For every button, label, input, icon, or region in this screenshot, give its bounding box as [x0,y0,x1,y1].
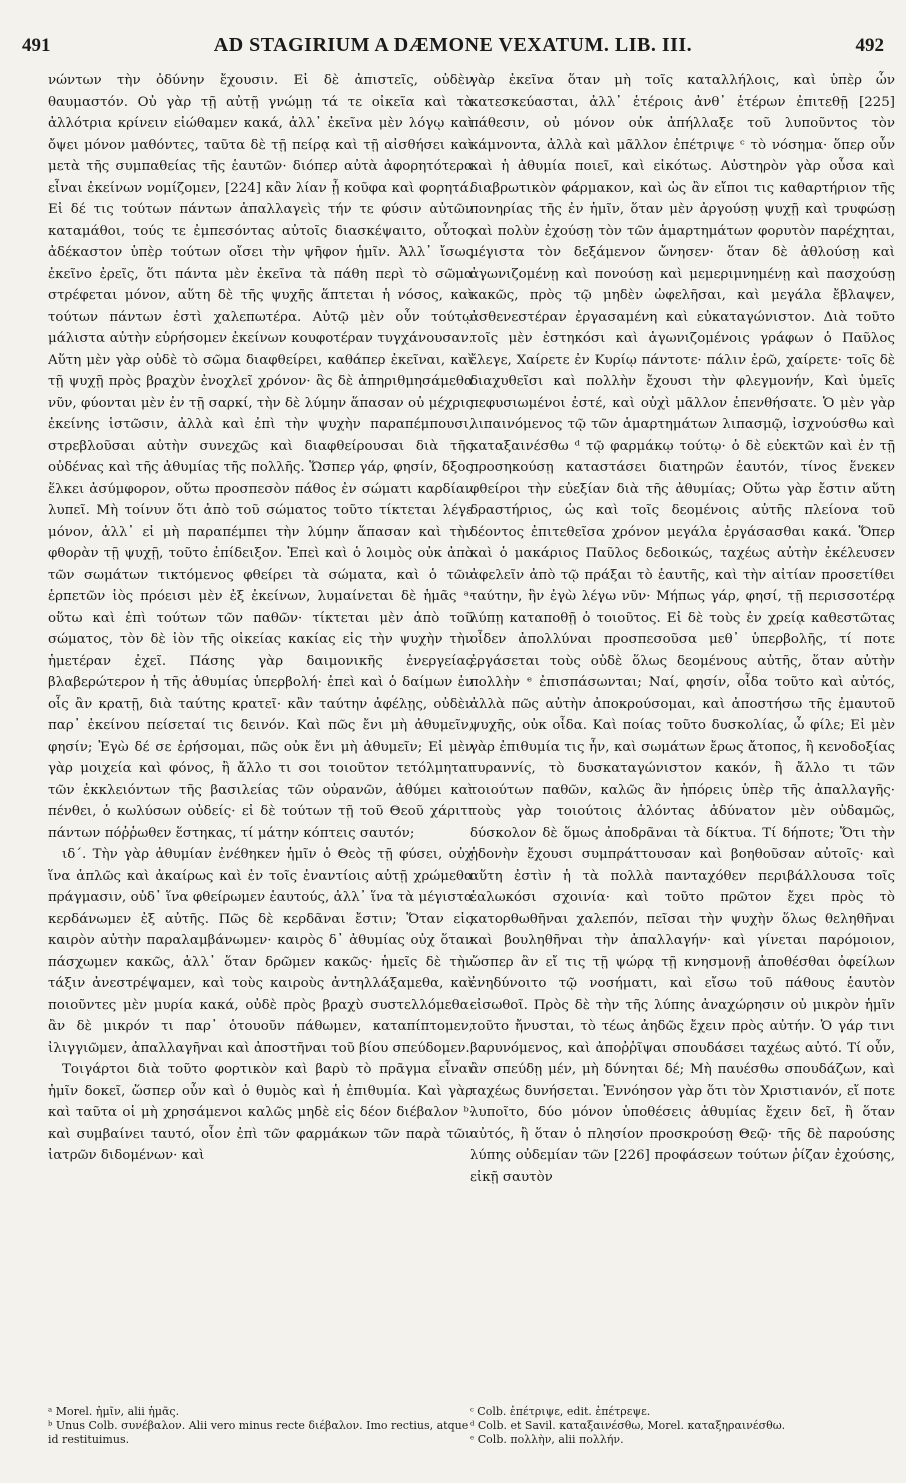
running-title: AD STAGIRIUM A DÆMONE VEXATUM. LIB. III. [213,34,693,56]
footnote: ᶜ Colb. ἐπέτριψε, edit. ἐπέτρεψε. [470,1405,651,1418]
footnote: ᵈ Colb. et Savil. καταξαινέσθω, Morel. καταξηραινέσθω. [470,1419,786,1432]
left-page-number: 491 [22,35,51,56]
footnote: ᵇ Unus Colb. συνέβαλον. Alii vero minus recte διέβαλον. Imo rectius, atque id restituimus. [48,1419,469,1446]
footnote: ᵃ Morel. ἡμῖν, alii ἡμᾶς. [48,1405,180,1418]
right-page-number: 492 [855,35,884,56]
right-column [470,70,895,1188]
footnote: ᵉ Colb. πολλὴν, alii πολλήν. [470,1433,624,1446]
left-column [48,70,473,1167]
paragraph: ιδ΄. Τὴν γὰρ ἀθυμίαν ἐνέθηκεν ἡμῖν ὁ Θεὸς τῇ φύσει, οὐχ ἵνα ἁπλῶς καὶ ἀκαίρως καὶ ἐν τοῖς ἐναντίοις αὐτῇ χρώμεθα πράγμασιν, οὐδ᾿ ἵνα φθείρωμεν ἑαυτούς, ἀλλ᾿ ἵνα τὰ μέγιστα κερδάνωμεν ἐξ αὐτῆς. Πῶς δὲ κερδᾶναι ἔστιν; Ὅταν εἰς καιρὸν αὐτὴν παραλαμβάνωμεν· καιρὸς δ᾿ ἀθυμίας οὐχ ὅταν πάσχωμεν κακῶς, ἀλλ᾿ ὅταν δρῶμεν κακῶς· ἡμεῖς δὲ τὴν τάξιν ἀνεστρέψαμεν, καὶ τοὺς καιροὺς ἀντηλλάξαμεθα, καὶ ποιοῦντες μὲν μυρία κακά, οὐδὲ πρὸς βραχὺ συστελλόμεθα· ἂν δὲ μικρόν τι παρ᾿ ὁτουοῦν πάθωμεν, καταπίπτομεν, ἰλιγγιῶμεν, ἀπαλλαγῆναι καὶ ἀποστῆναι τοῦ βίου σπεύδομεν. [48,847,473,1056]
running-header [22,34,884,64]
paragraph: νώντων τὴν ὀδύνην ἔχουσιν. Εἰ δὲ ἀπιστεῖς, οὐδὲν θαυμαστόν. Οὐ γὰρ τῇ αὐτῇ γνώμῃ τά τε οἰκεῖα καὶ τὰ ἀλλότρια κρίνειν εἰώθαμεν κακά, ἀλλ᾿ ἐκεῖνα μὲν λόγῳ καὶ ὄψει μόνον μαθόντες, ταῦτα δὲ τῇ πείρᾳ καὶ τῇ αἰσθήσει καὶ μετὰ τῆς συμπαθείας τῆς ἑαυτῶν· διόπερ αὐτὰ ἀφορητότερα εἶναι ἐκείνων νομίζομεν, [224] κἂν λίαν ᾖ κοῦφα καὶ φορητά. Εἰ δέ τις τούτων πάντων ἀπαλλαγεὶς τήν τε φύσιν αὐτῶν καταμάθοι, τούς τε ἐμπεσόντας αὐτοῖς διασκέψαιτο, οὗτος ἀδέκαστον ὑπὲρ τούτων οἴσει τὴν ψῆφον ἡμῖν. Ἀλλ᾿ ἴσως ἐκεῖνο ἐρεῖς, ὅτι πάντα μὲν ἐκεῖνα τὰ πάθη περὶ τὸ σῶμα στρέφεται μόνον, αὕτη δὲ τῆς ψυχῆς ἅπτεται ἡ νόσος, καὶ τούτων πάντων ἐστὶ χαλεπωτέρα. Αὐτῷ μὲν οὖν τούτῳ μάλιστα αὐτὴν εὑρήσομεν ἐκείνων κουφοτέραν τυγχάνουσαν. Αὕτη μὲν γὰρ οὐδὲ τὸ σῶμα διαφθείρει, καθάπερ ἐκεῖναι, καὶ τῇ ψυχῇ πρὸς βραχὺν ἐνοχλεῖ χρόνον· ἃς δὲ ἀπηριθμησάμεθα νῦν, φύονται μὲν ἐν τῇ σαρκί, τὴν δὲ λύμην ἅπασαν οὐ μέχρις ἐκείνης ἱστῶσιν, ἀλλὰ καὶ ἐπὶ τὴν ψυχὴν παραπέμπουσι, στρεβλοῦσαι αὐτὴν συνεχῶς καὶ διαφθείρουσαι διὰ τῆς οὐδένας καὶ τῆς ἀθυμίας τῆς πολλῆς. Ὥσπερ γάρ, φησίν, δξος ἕλκει ἀσύμφορον, οὕτω προσπεσὸν πάθος ἐν σώματι καρδίαν λυπεῖ. Μὴ τοίνυν ὅτι ἀπὸ τοῦ σώματος τοῦτο τίκτεται λέγε μόνον, ἀλλ᾿ εἰ μὴ παραπέμπει τὴν λύμην ἅπασαν καὶ τὴν φθορὰν τῇ ψυχῇ, τοῦτο ἐπίδειξον. Ἐπεὶ καὶ ὁ λοιμὸς οὐκ ἀπὸ τῶν σωμάτων τικτόμενος φθείρει τὰ σώματα, καὶ ὁ τῶν ἑρπετῶν ἰὸς πρόεισι μὲν ἐξ ἐκείνων, λυμαίνεται δὲ ἡμᾶς ᵃ· οὕτω καὶ ἐπὶ τούτων τῶν παθῶν· τίκτεται μὲν ἀπὸ τοῦ σώματος, τὸν δὲ ἰὸν τῆς οἰκείας κακίας εἰς τὴν ψυχὴν τὴν ἡμετέραν ἐχεῖ. Πάσης γὰρ δαιμονικῆς ἐνεργείας βλαβερώτερον ἡ τῆς ἀθυμίας ὑπερβολή· ἐπεὶ καὶ ὁ δαίμων ἐν οἷς ἂν κρατῇ, διὰ ταύτης κρατεῖ· κἂν ταύτην ἀφέλῃς, οὐδὲν παρ᾿ ἐκείνου πείσεταί τις δεινόν. Καὶ πῶς ἔνι μὴ ἀθυμεῖν, φησίν; Ἐγὼ δέ σε ἐρήσομαι, πῶς οὐκ ἔνι μὴ ἀθυμεῖν; Εἰ μὲν γὰρ μοιχεία καὶ φόνος, ἢ ἄλλο τι σοι τοιοῦτον τετόλμηται τῶν ἐκκλειόντων τῆς βασιλείας τῶν οὐρανῶν, ἀθύμει καὶ πένθει, ὁ κωλύσων οὐδείς· εἰ δὲ τούτων τῇ τοῦ Θεοῦ χάριτι πάντων πόῤῥωθεν ἕστηκας, τί μάτην κόπτεις σαυτόν; [48,73,473,841]
footnotes-left [48,1405,473,1447]
footnotes-right [470,1405,895,1447]
paragraph: Τοιγάρτοι διὰ τοῦτο φορτικὸν καὶ βαρὺ τὸ πρᾶγμα εἶναι ἡμῖν δοκεῖ, ὥσπερ οὖν καὶ ὁ θυμὸς καὶ ἡ ἐπιθυμία. Καὶ γὰρ καὶ ταῦτα οἱ μὴ χρησάμενοι καλῶς μηδὲ εἰς δέον διέβαλον ᵇ· καὶ συμβαίνει ταυτό, οἷον ἐπὶ τῶν φαρμάκων τῶν παρὰ τῶν ἰατρῶν διδομένων· καὶ [48,1062,473,1163]
paragraph: γὰρ ἐκεῖνα ὅταν μὴ τοῖς καταλλήλοις, καὶ ὑπὲρ ὧν κατεσκεύασται, ἀλλ᾿ ἑτέροις ἀνθ᾿ ἑτέρων ἐπιτεθῇ [225] πάθεσιν, οὐ μόνον οὐκ ἀπήλλαξε τοῦ λυποῦντος τὸν κάμνοντα, ἀλλὰ καὶ μᾶλλον ἐπέτριψε ᶜ τὸ νόσημα· ὅπερ οὖν καὶ ἡ ἀθυμία ποιεῖ, καὶ εἰκότως. Αὐστηρὸν γὰρ οὖσα καὶ διαβρωτικὸν φάρμακον, καὶ ὡς ἂν εἴποι τις καθαρτήριον τῆς πονηρίας τῆς ἐν ἡμῖν, ὅταν μὲν ἀργούσῃ ψυχῇ καὶ τρυφώσῃ καὶ πολὺν ἐχούσῃ τὸν τῶν ἁμαρτημάτων φορυτὸν παρέχηται, μέγιστα τὸν δεξάμενον ὤνησεν· ὅταν δὲ ἀθλούσῃ καὶ ἀγωνιζομένῃ καὶ πονούσῃ καὶ μεμεριμνημένῃ καὶ πασχούσῃ κακῶς, πρὸς τῷ μηδὲν ὠφελῆσαι, καὶ μεγάλα ἔβλαψεν, ἀσθενεστέραν ἐργασαμένη καὶ εὐκαταγώνιστον. Διὰ τοῦτο τοῖς μὲν ἑστηκόσι καὶ ἀγωνιζομένοις γράφων ὁ Παῦλος ἔλεγε, Χαίρετε ἐν Κυρίῳ πάντοτε· πάλιν ἐρῶ, χαίρετε· τοῖς δὲ διαχυθεῖσι καὶ πολλὴν ἔχουσι τὴν φλεγμονήν, Καὶ ὑμεῖς πεφυσιωμένοι ἐστέ, καὶ οὐχὶ μᾶλλον ἐπενθήσατε. Ὁ μὲν γὰρ λιπαινόμενος τῷ τῶν ἁμαρτημάτων λιπασμῷ, ἰσχνούσθω καὶ καταξαινέσθω ᵈ τῷ φαρμάκῳ τούτῳ· ὁ δὲ εὐεκτῶν καὶ ἐν τῇ προσηκούσῃ καταστάσει διατηρῶν ἑαυτόν, τίνος ἕνεκεν φθείροι τὴν εὐεξίαν διὰ τῆς ἀθυμίας; Οὕτω γὰρ ἔστιν αὕτη δραστήριος, ὡς καὶ τοῖς δεομένοις αὐτῆς πλείονα τοῦ δέοντος ἐπιτεθεῖσα χρόνον μεγάλα ἐργάσασθαι κακά. Ὅπερ καὶ ὁ μακάριος Παῦλος δεδοικώς, ταχέως αὐτὴν ἐκέλευσεν ἀφελεῖν ἀπὸ τῷ πράξαι τὸ ἑαυτῆς, καὶ τὴν αἰτίαν προσετίθει ταύτην, ἣν ἐγὼ λέγω νῦν· Μήπως γάρ, φησί, τῇ περισσοτέρᾳ λύπῃ καταποθῇ ὁ τοιοῦτος. Εἰ δὲ τοὺς ἐν χρείᾳ καθεστῶτας οἶδεν ἀπολλύναι προσπεσοῦσα μεθ᾿ ὑπερβολῆς, τί ποτε ἐργάσεται τοὺς οὐδὲ ὅλως δεομένους αὐτῆς, ὅταν αὐτὴν πολλὴν ᵉ ἐπισπάσωνται; Ναί, φησίν, οἶδα τοῦτο καὶ αὐτός, ἀλλὰ πῶς αὐτὴν ἀποκρούσομαι, καὶ ἀποστήσω τῆς ἐμαυτοῦ ψυχῆς, οὐκ οἶδα. Καὶ ποίας τοῦτο δυσκολίας, ὦ φίλε; Εἰ μὲν γὰρ ἐπιθυμία τις ἦν, καὶ σωμάτων ἔρως ἄτοπος, ἢ κενοδοξίας τυραννίς, τὸ δυσκαταγώνιστον κακόν, ἢ ἄλλο τι τῶν τοιούτων παθῶν, καλῶς ἂν ἠπόρεις ὑπὲρ τῆς ἀπαλλαγῆς· τοὺς γὰρ τοιούτοις ἁλόντας ἀδύνατον μὲν οὐδαμῶς, δύσκολον δὲ ὅμως ἀποδρᾶναι τὰ δίκτυα. Τί δήποτε; Ὅτι τὴν ἡδονὴν ἔχουσι συμπράττουσαν καὶ βοηθοῦσαν αὐτοῖς· καὶ αὕτη ἐστὶν ἡ τὰ πολλὰ πανταχόθεν περιβάλλουσα τοῖς ἑαλωκόσι σχοινία· καὶ τοῦτο πρῶτον ἔχει πρὸς τὸ κατορθωθῆναι χαλεπόν, πεῖσαι τὴν ψυχὴν ὅλως θεληθῆναι καὶ βουληθῆναι τὴν ἀπαλλαγήν· καὶ γίνεται παρόμοιον, ὥσπερ ἂν εἴ τις τῇ ψώρᾳ τῇ κνησμονῇ ἀποθέσθαι ὀφείλων ἐνηδύνοιτο τῷ νοσήματι, καὶ εἴσω τοῦ πάθους ἑαυτὸν εἰσωθοῖ. Πρὸς δὲ τὴν τῆς λύπης ἀναχώρησιν οὐ μικρὸν ἡμῖν τοῦτο ἤνυσται, τὸ τέως ἀηδῶς ἔχειν πρὸς αὐτήν. Ὁ γάρ τινι βαρυνόμενος, καὶ ἀποῤῥῖψαι σπουδάσει ταχέως αὐτό. Τί οὖν, ἂν σπεύδῃ μέν, μὴ δύνηται δέ; Μὴ παυέσθω σπουδάζων, καὶ ταχέως δυνήσεται. Ἐννόησον γὰρ ὅτι τὸν Χριστιανόν, εἴ ποτε λυποῖτο, δύο μόνον ὑποθέσεις ἀθυμίας ἔχειν δεῖ, ἢ ὅταν αὐτός, ἢ ὅταν ὁ πλησίον προσκρούσῃ Θεῷ· τῆς δὲ παρούσης λύπης οὐδεμίαν τῶν [226] προφάσεων τούτων ῥίζαν ἐχούσης, εἰκῇ σαυτὸν [470,73,895,1185]
